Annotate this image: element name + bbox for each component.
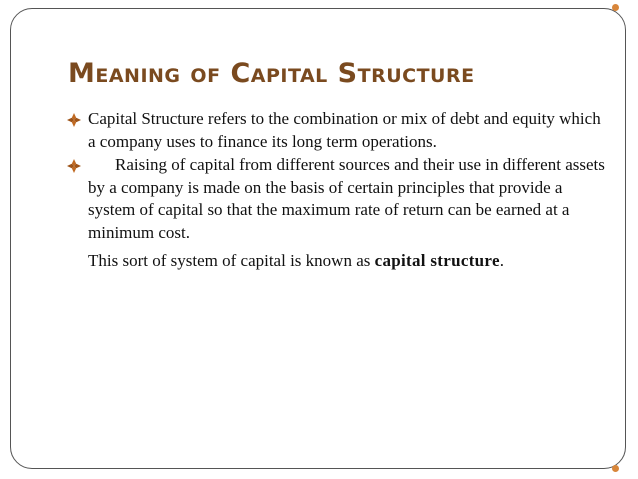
bullet-item-1 — [66, 108, 606, 153]
slide-body — [66, 108, 606, 273]
bullet-text-1: Capital Structure refers to the combination or mix of debt and equity which a company uses to finance its long term operations. — [88, 109, 601, 151]
diamond-bullet-icon — [66, 158, 82, 174]
closing-prefix: This sort of system of capital is known as — [88, 251, 375, 270]
accent-dot-top — [612, 4, 619, 11]
closing-sentence — [88, 250, 606, 273]
bullet-text-2 — [88, 155, 605, 242]
accent-dot-bottom — [612, 465, 619, 472]
slide-title: Meaning of Capital Structure — [68, 58, 475, 89]
bullet-item-2 — [66, 154, 606, 244]
closing-suffix: . — [499, 251, 505, 270]
bullet-text-2-content: Raising of capital from different sources and their use in different assets by a company is made on the basis of certain principles that provide a system of capital so that the maximum rate of return can be earned at a minimum cost. — [88, 155, 605, 242]
diamond-bullet-icon — [66, 112, 82, 128]
capital-structure-emphasis: capital structure — [374, 251, 500, 270]
